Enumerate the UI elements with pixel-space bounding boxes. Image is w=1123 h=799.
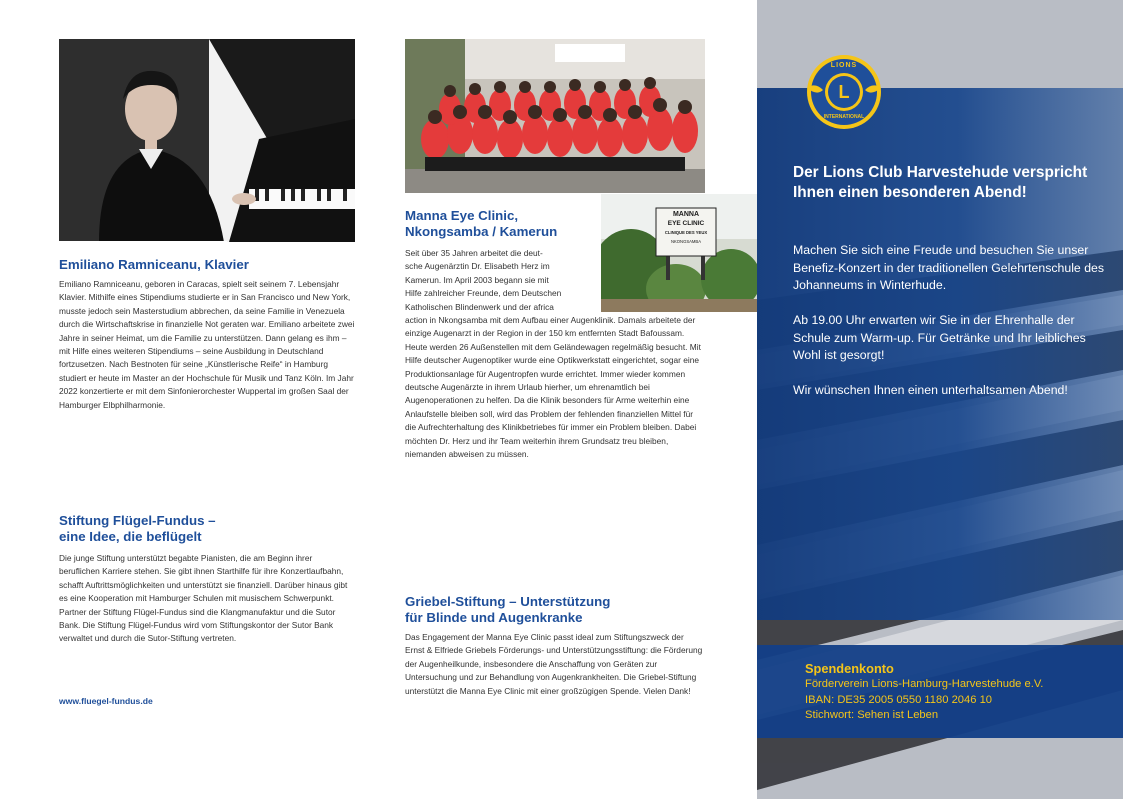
clinic-sign-line3: CLINIQUE DES YEUX — [664, 230, 708, 235]
griebel-heading-line1: Griebel-Stiftung – Unterstützung — [405, 594, 611, 609]
lions-logo — [803, 52, 885, 132]
spendenkonto-holder: Förderverein Lions-Hamburg-Harvestehude e.V. — [805, 678, 1044, 690]
clinic-body-line3: Kamerun. Im April 2003 begann sie mit — [405, 274, 549, 285]
stiftung-heading — [59, 513, 355, 545]
clinic-body-line1: Seit über 35 Jahren arbeitet die deut- — [405, 248, 543, 258]
pianist-heading: Emiliano Ramniceanu, Klavier — [59, 257, 249, 272]
spendenkonto-keyword: Stichwort: Sehen ist Leben — [805, 709, 939, 722]
lions-logo-top: LIONS — [830, 62, 858, 69]
clinic-body-line5: Katholischen Blindenwerk und der africa — [405, 301, 554, 312]
griebel-heading — [405, 594, 705, 626]
lions-para-2: Ab 19.00 Uhr erwarten wir Sie in der Ehrenhalle der Schule zum Warm-up. Für Getränke und Ihr leibliches Wohl ist gesorgt! — [793, 313, 1086, 363]
clinic-sign-line1: MANNA — [672, 211, 700, 218]
clinic-body-rest: action in Nkongsamba mit dem Aufbau einer Augenklinik. Damals arbeitete der einzige Augenarzt in der Region in der 150 km entfernten Stadt Bafoussam. Heute werden 26 Außenstellen mit dem Geländewagen regelmäßig besucht. Mit Hilfe deutscher Augenoptiker wurde eine Optikwerkstatt eingerichtet, sogar eine Produktionsanlage für Augentropfen wurde errichtet. Immer wieder kommen deutsche Augenärzte in ihrem Urlaub hierher, um ehrenamtlich bei Augenoperationen zu helfen. Da die Klinik besonders für Arme weiterhin eine Anlaufstelle bleiben soll, wird das Problem der fehlenden finanziellen Mittel für die Aufrechterhaltung des Klinikbetriebes für immer ein Problem bleiben. Dabei möchten Dr. Herz und ihr Team weiterhin ihrem Grundsatz treu bleiben, niemanden abweisen zu müssen. — [405, 315, 701, 460]
clinic-heading-line2: Nkongsamba / Kamerun — [405, 224, 558, 239]
clinic-sign-line2: EYE CLINIC — [667, 220, 705, 227]
stiftung-body: Die junge Stiftung unterstützt begabte Pianisten, die am Beginn ihrer beruflichen Karriere stehen. Sie gibt ihnen Starthilfe für ihre Konzertlaufbahn, schafft Auftrittsmöglichkeiten und unterstützt sie finanziell. Darüber hinaus gibt es eine Kooperation mit Hamburger Schulen mit musischem Schwerpunkt. Partner der Stiftung Flügel-Fundus sind die Klangmanufaktur und die Sutor Bank. Die Stiftung Flügel-Fundus wird vom Stiftungskontor der Sutor Bank verwaltet und durch die Sutor-Stiftung vertreten. — [59, 553, 348, 644]
pianist-photo — [59, 39, 355, 242]
lions-para-3: Wir wünschen Ihnen einen unterhaltsamen Abend! — [793, 383, 1068, 397]
stiftung-heading-line2: eine Idee, die beflügelt — [59, 529, 202, 544]
clinic-team-illustration — [405, 39, 705, 193]
clinic-body — [405, 247, 705, 462]
clinic-body-line2: sche Augenärztin Dr. Elisabeth Herz im — [405, 261, 550, 272]
lions-para-1: Machen Sie sich eine Freude und besuchen Sie unser Benefiz-Konzert in der traditionellen Gelehrtenschule des Johanneums in Winterhude. — [793, 243, 1105, 293]
fluegel-fundus-link[interactable]: www.fluegel-fundus.de — [59, 696, 153, 706]
clinic-body-line4: Hilfe zahlreicher Freunde, dem Deutschen — [405, 288, 562, 299]
clinic-team-photo — [405, 39, 705, 193]
spendenkonto-iban: IBAN: DE35 2005 0550 1180 2046 10 — [805, 693, 993, 706]
clinic-heading — [405, 208, 601, 240]
griebel-body: Das Engagement der Manna Eye Clinic passt ideal zum Stiftungszweck der Ernst & Elfriede Griebels Förderungs- und Unterstützungsstiftung: die Förderung der Augenheilkunde, insbesondere die Anschaffung von Geräten zur Untersuchung und zur Behandlung von Augenkrankheiten. Die Griebel-Stiftung unterstützt die Manna Eye Clinic mit einer großzügigen Spende. Vielen Dank! — [405, 632, 703, 696]
lions-logo-bottom: INTERNATIONAL — [823, 114, 865, 120]
clinic-sign — [657, 210, 715, 246]
lions-headline: Der Lions Club Harvestehude verspricht Ihnen einen besonderen Abend! — [793, 164, 1088, 201]
griebel-heading-line2: für Blinde und Augenkranke — [405, 610, 583, 625]
clinic-sign-line4: NKONGSAMBA — [670, 239, 702, 244]
spendenkonto-title: Spendenkonto — [805, 661, 894, 676]
lions-panel — [757, 0, 1123, 799]
clinic-heading-line1: Manna Eye Clinic, — [405, 208, 519, 223]
spendenkonto — [805, 661, 1115, 724]
stiftung-heading-line1: Stiftung Flügel-Fundus – — [59, 513, 216, 528]
pianist-illustration — [59, 39, 355, 242]
lions-logo-letter: L — [838, 82, 850, 102]
pianist-body: Emiliano Ramniceanu, geboren in Caracas, spielt seit seinem 7. Lebensjahr Klavier. Mithilfe eines Stipendiums studierte er in San Francisco und New York, musste jedoch sein Masterstudium abbrechen, da seine Familie in Venezuela durch die Wirtschaftskrise in finanzielle Not geraten war. Emiliano arbeitete zwei Jahre in seiner Heimat, um die Familie zu unterstützen. Dann gelang es ihm – mit Hilfe eines weiteren Stipendiums – seine Ausbildung in Deutschland fortzusetzen. Nach Bestnoten für seine „Künstlerische Reife“ in Hamburg studiert er heute im Master an der Hochschule für Musik und Tanz Köln. Im Jahr 2022 konzertierte er mit dem Sinfonierorchester Wuppertal im großen Saal der Hamburger Elbphilharmonie. — [59, 279, 355, 410]
